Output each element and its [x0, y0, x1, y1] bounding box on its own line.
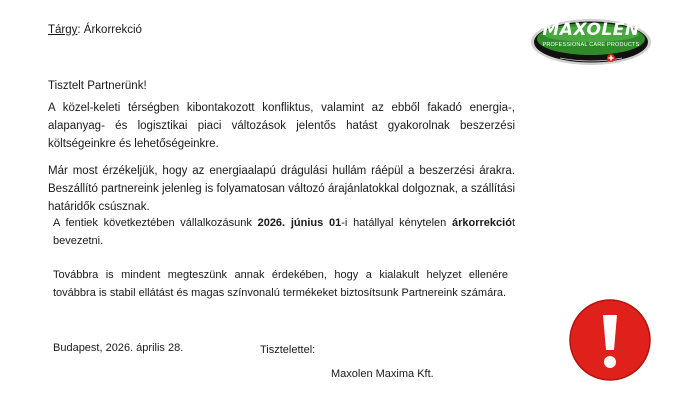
subject-text: Árkorrekció — [83, 24, 142, 36]
place-and-date: Budapest, 2026. április 28. — [53, 342, 184, 354]
greeting: Tisztelt Partnerünk! — [48, 80, 147, 92]
paragraph-3-part-1: A fentiek következtében vállalkozásunk — [53, 217, 258, 229]
paragraph-1: A közel-keleti térségben kibontakozott konfliktus, valamint az ebből fakadó energia-, alapanyag- és logisztikai piaci változások jelentős hatást gyakorolnak beszerzési költségeinkre és lehetőségeinkre. — [48, 102, 515, 150]
paragraph-4: Továbbra is mindent megteszünk annak érdekében, hogy a kialakult helyzet ellenére továbbra is stabil ellátást és magas színvonalú termékeket biztosítsunk Partnereink számára. — [53, 269, 508, 299]
paragraph-3-part-3: t bevezetni. — [53, 217, 515, 247]
closing-salutation: Tisztelettel: — [260, 344, 316, 356]
paragraph-3-part-2: -i hatállyal kénytelen — [341, 217, 452, 229]
company-signature: Maxolen Maxima Kft. — [331, 368, 434, 380]
logo-tagline: PROFESSIONAL CARE PRODUCTS — [542, 42, 640, 48]
effective-date: 2026. június 01 — [257, 217, 342, 229]
subject-line — [48, 24, 142, 36]
logo-brand-text: MAXOLEN — [542, 20, 640, 40]
paragraph-2: Már most érzékeljük, hogy az energiaalapú drágulási hullám ráépül a beszerzési árakra. Beszállító partnereink jelenleg is folyamatosan változó árajánlatokkal dolgoznak, a szállítási határidők csúsznak. — [48, 165, 515, 213]
maxolen-logo — [530, 15, 652, 69]
price-correction-term: árkorrekció — [452, 217, 512, 229]
paragraph-3 — [53, 214, 515, 250]
subject-label: Tárgy — [48, 24, 78, 36]
exclamation-icon — [568, 298, 652, 382]
subject-separator: : — [77, 24, 84, 36]
